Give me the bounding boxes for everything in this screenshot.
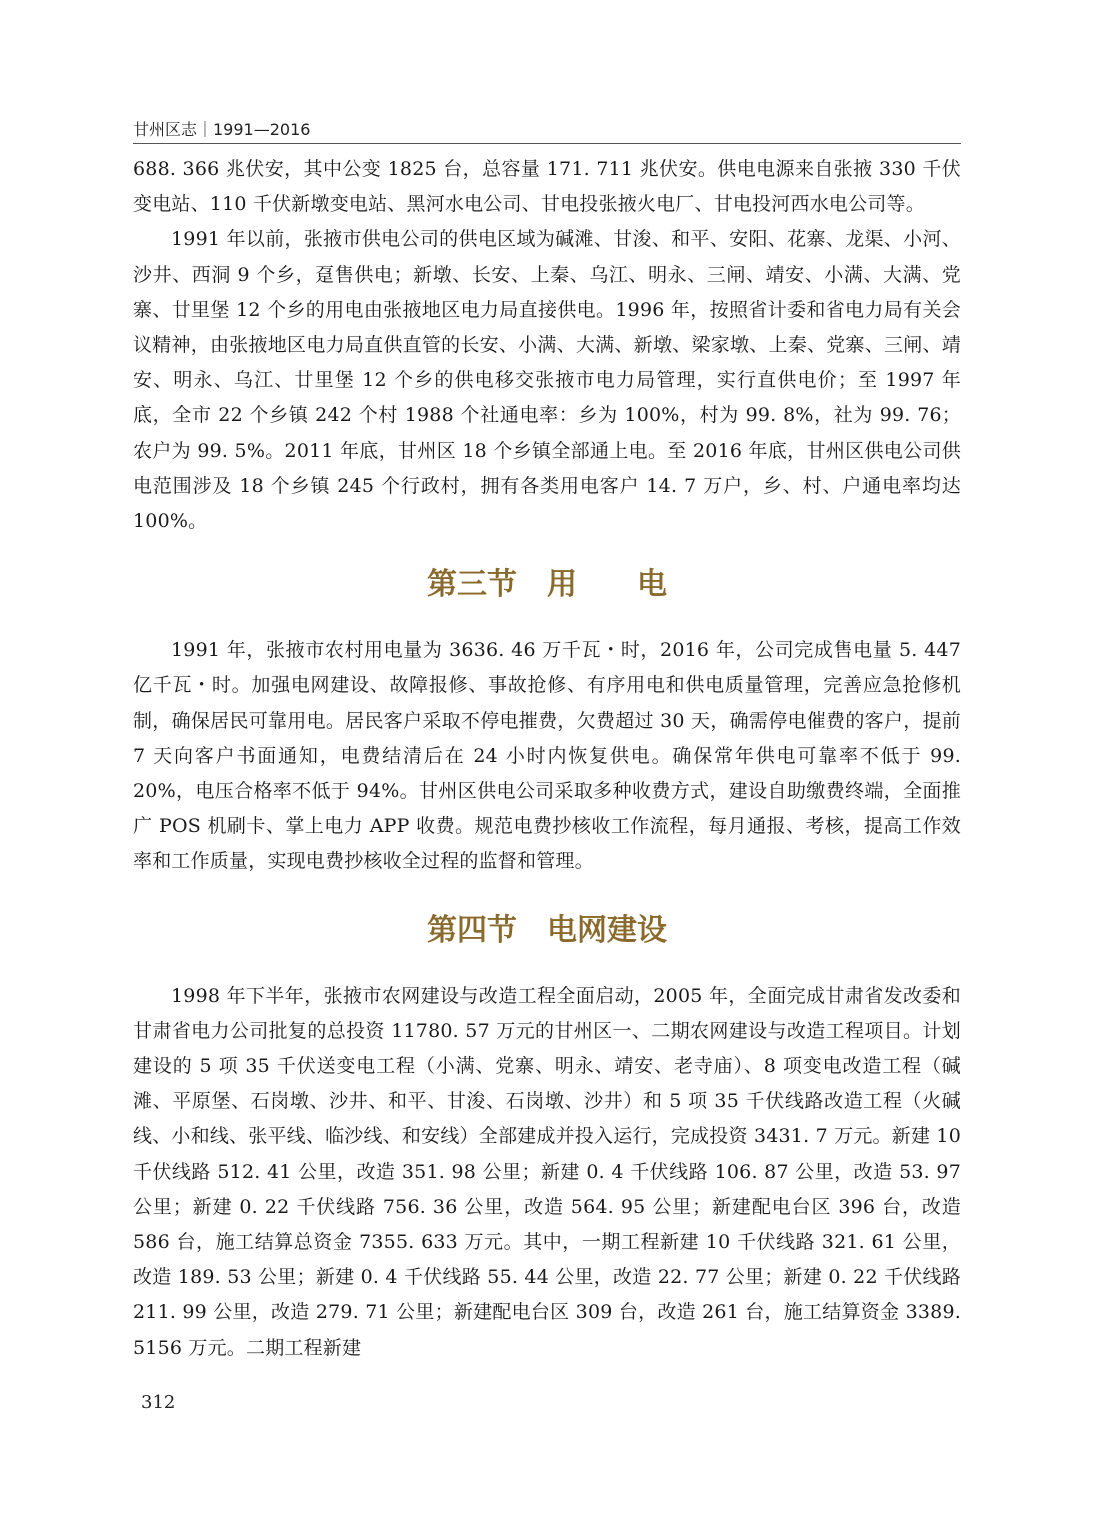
header-rule bbox=[133, 143, 961, 144]
section-heading-grid-construction: 第四节 电网建设 bbox=[427, 912, 667, 948]
body-text bbox=[133, 152, 961, 1366]
paragraph-supply-area: 1991 年以前，张掖市供电公司的供电区域为碱滩、甘浚、和平、安阳、花寨、龙渠、小河、沙井、西洞 9 个乡，趸售供电；新墩、长安、上秦、乌江、明永、三闸、靖安、小满、大满、党寨、廿里堡 12 个乡的用电由张掖地区电力局直接供电。1996 年，按照省计委和省电力局有关会议精神，由张掖地区电力局直供直管的长安、小满、大满、新墩、梁家墩、上秦、党寨、三闸、靖安、明永、乌江、廿里堡 12 个乡的供电移交张掖市电力局管理，实行直供电价；至 1997 年底，全市 22 个乡镇 242 个村 1988 个社通电率：乡为 100%，村为 99. 8%，社为 99. 76；农户为 99. 5%。2011 年底，甘州区 18 个乡镇全部通上电。至 2016 年底，甘州区供电公司供电范围涉及 18 个乡镇 245 个行政村，拥有各类用电客户 14. 7 万户，乡、村、户通电率均达 100%。 bbox=[133, 228, 961, 533]
running-header: 甘州区志｜1991—2016 bbox=[133, 120, 311, 139]
paragraph-grid-construction: 1998 年下半年，张掖市农网建设与改造工程全面启动，2005 年，全面完成甘肃省发改委和甘肃省电力公司批复的总投资 11780. 57 万元的甘州区一、二期农网建设与改造工程项目。计划建设的 5 项 35 千伏送变电工程（小满、党寨、明永、靖安、老寺庙）、8 项变电改造工程（碱滩、平原堡、石岗墩、沙井、和平、甘浚、石岗墩、沙井）和 5 项 35 千伏线路改造工程（火碱线、小和线、张平线、临沙线、和安线）全部建成并投入运行，完成投资 3431. 7 万元。新建 10 千伏线路 512. 41 公里，改造 351. 98 公里；新建 0. 4 千伏线路 106. 87 公里，改造 53. 97 公里；新建 0. 22 千伏线路 756. 36 公里，改造 564. 95 公里；新建配电台区 396 台，改造 586 台，施工结算总资金 7355. 633 万元。其中，一期工程新建 10 千伏线路 321. 61 公里，改造 189. 53 公里；新建 0. 4 千伏线路 55. 44 公里，改造 22. 77 公里；新建 0. 22 千伏线路 211. 99 公里，改造 279. 71 公里；新建配电台区 309 台，改造 261 台，施工结算资金 3389. 5156 万元。二期工程新建 bbox=[133, 984, 961, 1359]
section-heading-electricity-use: 第三节 用 电 bbox=[427, 567, 667, 603]
paragraph-continuation: 688. 366 兆伏安，其中公变 1825 台，总容量 171. 711 兆伏安。供电电源来自张掖 330 千伏变电站、110 千伏新墩变电站、黑河水电公司、甘电投张掖火电厂、甘电投河西水电公司等。 bbox=[133, 158, 961, 216]
page-number: 312 bbox=[141, 1392, 176, 1413]
paragraph-electricity-use: 1991 年，张掖市农村用电量为 3636. 46 万千瓦・时，2016 年，公司完成售电量 5. 447 亿千瓦・时。加强电网建设、故障报修、事故抢修、有序用电和供电质量管理，完善应急抢修机制，确保居民可靠用电。居民客户采取不停电摧费，欠费超过 30 天，确需停电催费的客户，提前 7 天向客户书面通知，电费结清后在 24 小时内恢复供电。确保常年供电可靠率不低于 99. 20%，电压合格率不低于 94%。甘州区供电公司采取多种收费方式，建设自助缴费终端，全面推广 POS 机刷卡、掌上电力 APP 收费。规范电费抄核收工作流程，每月通报、考核，提高工作效率和工作质量，实现电费抄核收全过程的监督和管理。 bbox=[133, 639, 961, 873]
